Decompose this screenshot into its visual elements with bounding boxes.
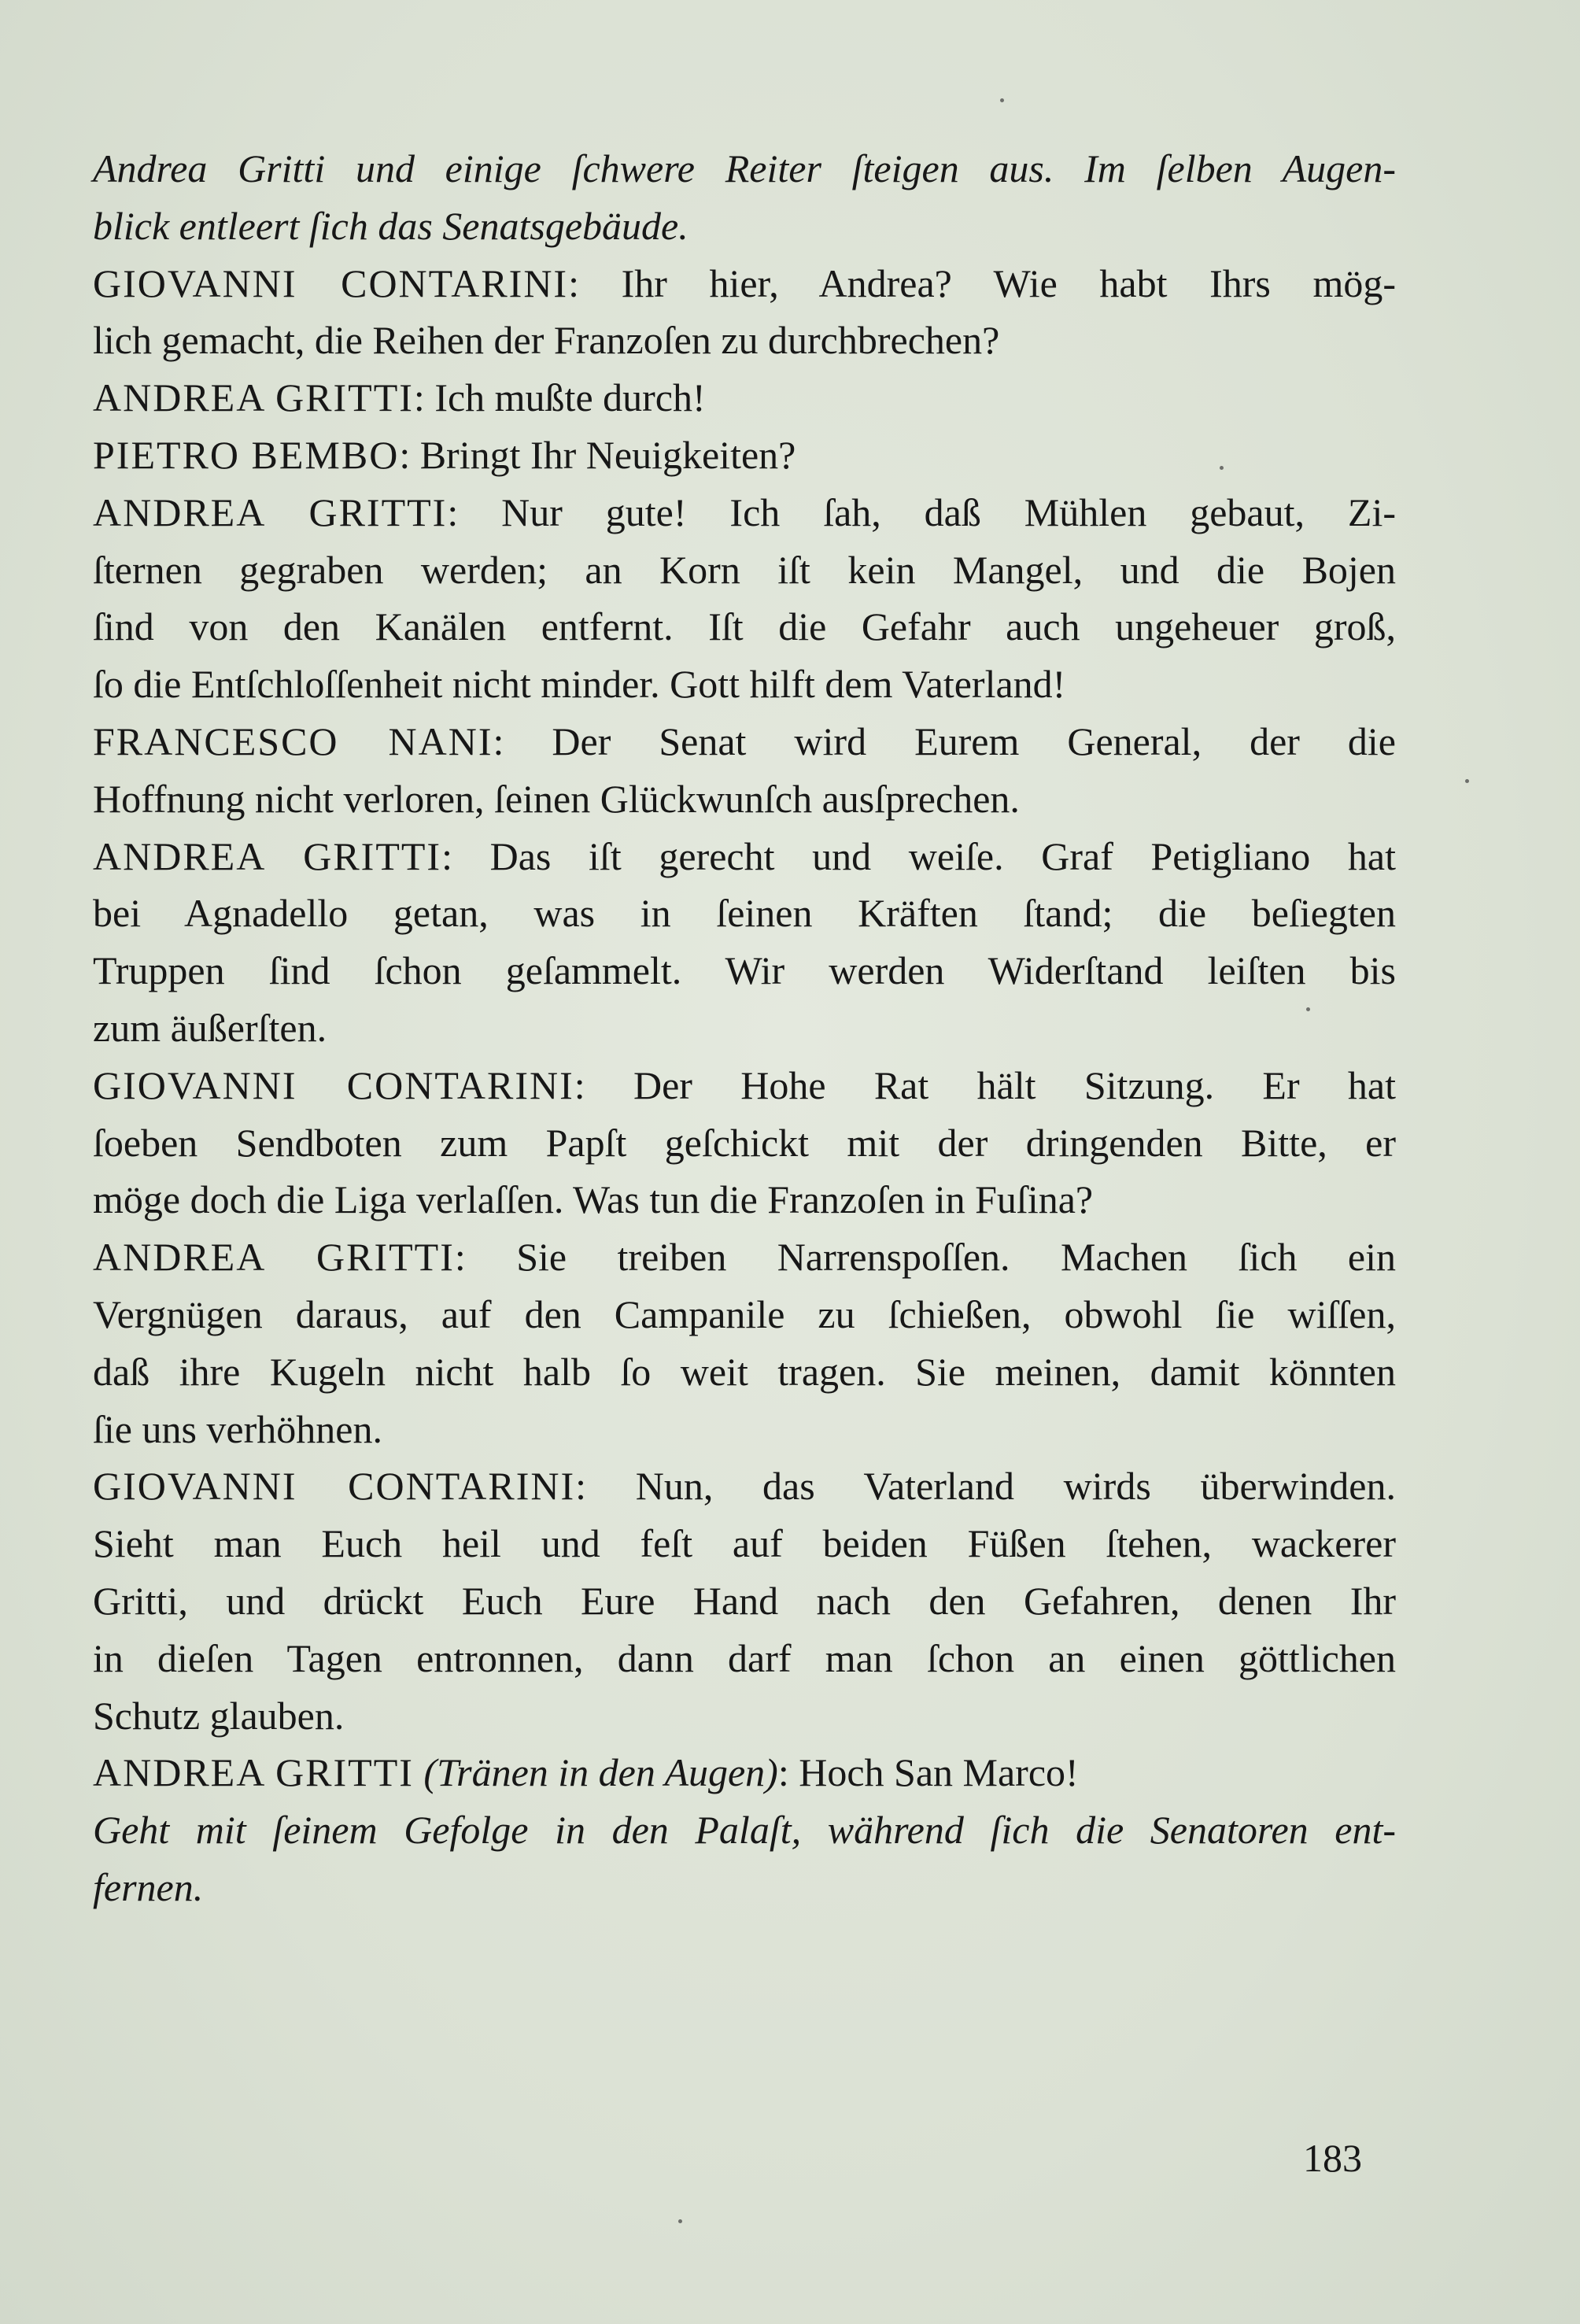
text-line bbox=[93, 1114, 1396, 1171]
page-number: 183 bbox=[1303, 2136, 1362, 2180]
text-line bbox=[93, 999, 1396, 1056]
line-text: Schutz glauben. bbox=[93, 1694, 345, 1738]
speech-line bbox=[93, 1229, 1396, 1285]
text-line bbox=[93, 1343, 1396, 1400]
line-text: : Der Senat wird Eurem General, der die bbox=[493, 719, 1396, 763]
stage-direction-line bbox=[93, 198, 1396, 254]
speaker-name: ANDREA GRITTI bbox=[93, 490, 448, 534]
text-line bbox=[93, 1171, 1396, 1228]
line-text: ſo die Entſchloſſenheit nicht minder. Gott hilft dem Vaterland! bbox=[93, 662, 1066, 706]
text-line bbox=[93, 1286, 1396, 1343]
line-text: zum äußerſten. bbox=[93, 1006, 327, 1050]
text-line bbox=[93, 312, 1396, 368]
line-text: : Das iſt gerecht und weiſe. Graf Petigliano hat bbox=[441, 834, 1396, 878]
line-text: Hoffnung nicht verloren, ſeinen Glückwunſch ausſprechen. bbox=[93, 777, 1020, 821]
speech-line bbox=[93, 713, 1396, 770]
line-text: möge doch die Liga verlaſſen. Was tun die Franzoſen in Fuſina? bbox=[93, 1177, 1094, 1221]
speaker-name: GIOVANNI CONTARINI bbox=[93, 1063, 574, 1107]
line-text: daß ihre Kugeln nicht halb ſo weit tragen. Sie meinen, damit könnten bbox=[93, 1350, 1396, 1394]
line-text: lich gemacht, die Reihen der Franzoſen zu durchbrechen? bbox=[93, 318, 1000, 362]
line-text: : Ihr hier, Andrea? Wie habt Ihrs mög- bbox=[568, 261, 1396, 305]
speech-line bbox=[93, 255, 1396, 312]
text-line bbox=[93, 1687, 1396, 1744]
speaker-name: GIOVANNI CONTARINI bbox=[93, 261, 569, 305]
text-line bbox=[93, 598, 1396, 655]
stage-direction-line bbox=[93, 1859, 1396, 1916]
speech-line bbox=[93, 484, 1396, 541]
line-text: Geht mit ſeinem Gefolge in den Palaſt, während ſich die Senatoren ent- bbox=[93, 1808, 1396, 1852]
stage-direction-line bbox=[93, 1801, 1396, 1858]
speech-line bbox=[93, 828, 1396, 885]
line-text: bei Agnadello getan, was in ſeinen Kräften ſtand; die beſiegten bbox=[93, 891, 1396, 935]
speech-line bbox=[93, 427, 1396, 483]
speaker-name: PIETRO BEMBO bbox=[93, 433, 400, 477]
speaker-name: ANDREA GRITTI bbox=[93, 375, 414, 419]
speech-line bbox=[93, 369, 1396, 426]
text-line bbox=[93, 885, 1396, 941]
speaker-name: FRANCESCO NANI bbox=[93, 719, 493, 763]
line-text: : Nun, das Vaterland wirds überwinden. bbox=[575, 1464, 1396, 1508]
speaker-name: ANDREA GRITTI bbox=[93, 1235, 455, 1279]
line-text: Andrea Gritti und einige ſchwere Reiter ſteigen aus. Im ſelben Augen- bbox=[93, 146, 1396, 190]
dust-speck bbox=[1465, 779, 1469, 783]
line-text: : Bringt Ihr Neuigkeiten? bbox=[399, 433, 796, 477]
dust-speck bbox=[678, 2219, 682, 2223]
stage-direction-line bbox=[93, 140, 1396, 197]
line-text: : Nur gute! Ich ſah, daß Mühlen gebaut, Zi- bbox=[447, 490, 1396, 534]
line-text: Sieht man Euch heil und feſt auf beiden Füßen ſtehen, wackerer bbox=[93, 1521, 1396, 1565]
speaker-name: ANDREA GRITTI bbox=[93, 834, 442, 878]
line-text: : Hoch San Marco! bbox=[777, 1750, 1079, 1794]
line-text: ſind von den Kanälen entfernt. Iſt die Gefahr auch ungeheuer groß, bbox=[93, 604, 1396, 648]
speaker-name: GIOVANNI CONTARINI bbox=[93, 1464, 576, 1508]
line-text: : Sie treiben Narrenspoſſen. Machen ſich ein bbox=[454, 1235, 1396, 1279]
line-text: ſie uns verhöhnen. bbox=[93, 1407, 382, 1451]
dust-speck bbox=[1306, 1007, 1310, 1011]
stage-direction-inline: (Tränen in den Augen) bbox=[413, 1750, 778, 1794]
line-text: in dieſen Tagen entronnen, dann darf man ſchon an einen göttlichen bbox=[93, 1636, 1396, 1680]
text-line bbox=[93, 1572, 1396, 1629]
text-line bbox=[93, 770, 1396, 827]
line-text: blick entleert ſich das Senatsgebäude. bbox=[93, 204, 688, 248]
line-text: : Der Hohe Rat hält Sitzung. Er hat bbox=[574, 1063, 1396, 1107]
line-text: ſternen gegraben werden; an Korn iſt kein Mangel, und die Bojen bbox=[93, 548, 1396, 592]
text-line bbox=[93, 942, 1396, 999]
dust-speck bbox=[1220, 466, 1224, 470]
speaker-name: ANDREA GRITTI bbox=[93, 1750, 414, 1794]
speech-line bbox=[93, 1458, 1396, 1514]
speech-line bbox=[93, 1057, 1396, 1114]
text-line bbox=[93, 1401, 1396, 1458]
text-line bbox=[93, 541, 1396, 598]
line-text: : Ich mußte durch! bbox=[413, 375, 706, 419]
text-line bbox=[93, 1630, 1396, 1687]
line-text: fernen. bbox=[93, 1865, 204, 1909]
text-line bbox=[93, 656, 1396, 712]
line-text: Gritti, und drückt Euch Eure Hand nach den Gefahren, denen Ihr bbox=[93, 1579, 1396, 1623]
speech-line bbox=[93, 1744, 1396, 1801]
text-line bbox=[93, 1515, 1396, 1572]
line-text: ſoeben Sendboten zum Papſt geſchickt mit der dringenden Bitte, er bbox=[93, 1121, 1396, 1165]
dust-speck bbox=[1000, 98, 1004, 102]
line-text: Truppen ſind ſchon geſammelt. Wir werden Widerſtand leiſten bis bbox=[93, 948, 1396, 992]
line-text: Vergnügen daraus, auf den Campanile zu ſchießen, obwohl ſie wiſſen, bbox=[93, 1292, 1396, 1336]
